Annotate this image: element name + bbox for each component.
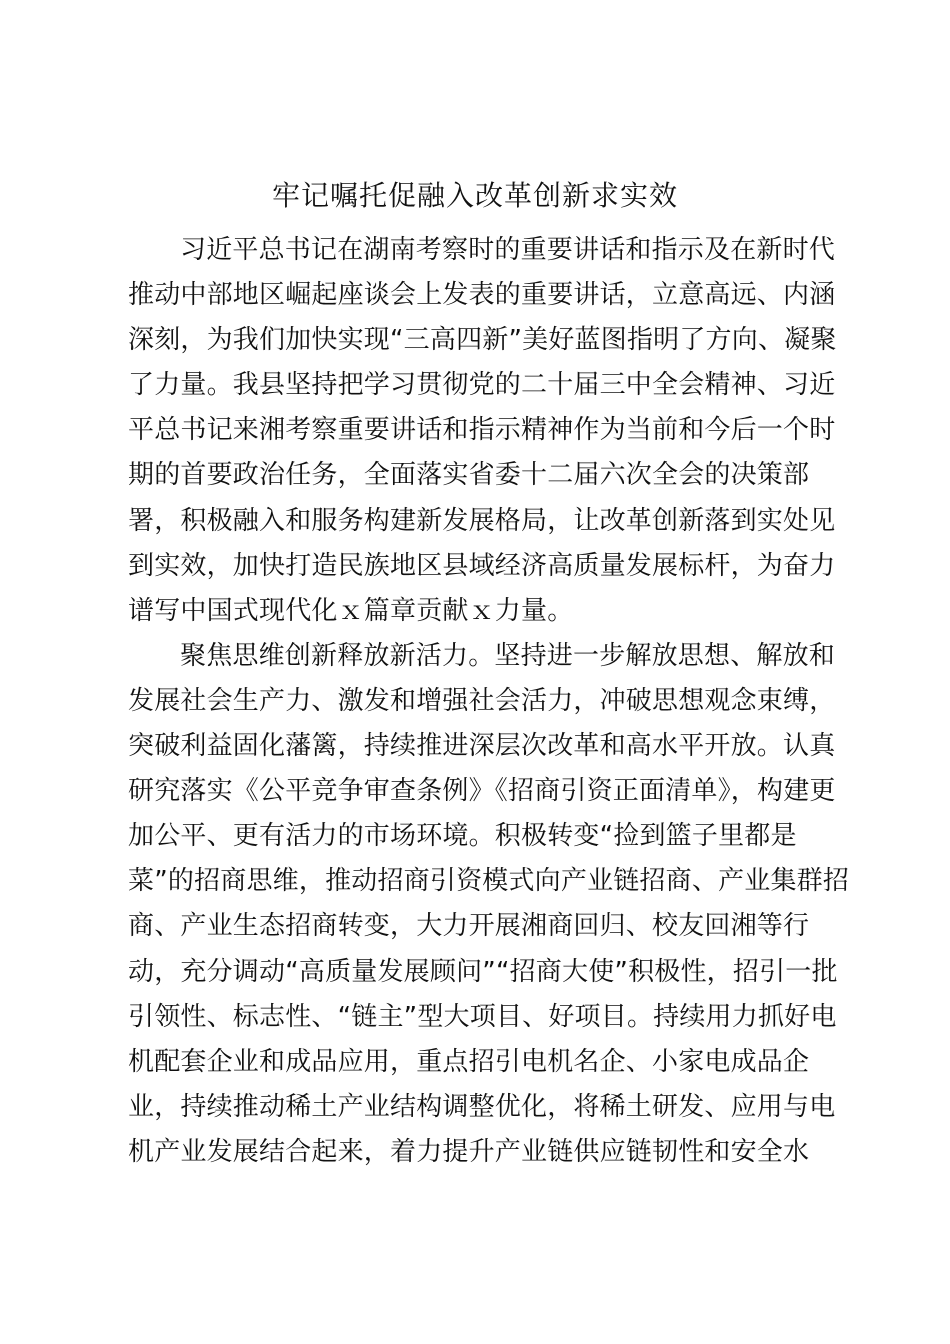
paragraph-line: 了力量。我县坚持把学习贯彻党的二十届三中全会精神、习近 (128, 370, 836, 401)
paragraph-line: 聚焦思维创新释放新活力。坚持进一步解放思想、解放和 (180, 640, 836, 671)
paragraph-line: 习近平总书记在湖南考察时的重要讲话和指示及在新时代 (180, 235, 836, 265)
paragraph-line: 机产业发展结合起来，着力提升产业链供应链韧性和安全水 (128, 1136, 810, 1167)
paragraph-line: 深刻，为我们加快实现“三高四新”美好蓝图指明了方向、凝聚 (128, 325, 837, 356)
paragraph-line: 推动中部地区崛起座谈会上发表的重要讲话，立意高远、内涵 (128, 280, 836, 311)
document-title: 牢记嘱托促融入改革创新求实效 (271, 179, 678, 212)
paragraph-line: 期的首要政治任务，全面落实省委十二届六次全会的决策部 (128, 460, 810, 491)
paragraph-line: 菜”的招商思维，推动招商引资模式向产业链招商、产业集群招 (128, 866, 850, 897)
paragraph-line: 到实效，加快打造民族地区县域经济高质量发展标杆，为奋力 (128, 550, 836, 581)
paragraph-line: 研究落实《公平竞争审查条例》《招商引资正面清单》，构建更 (128, 776, 836, 807)
document-body (128, 228, 850, 1175)
paragraph-line: 突破利益固化藩篱，持续推进深层次改革和高水平开放。认真 (128, 731, 836, 762)
paragraph-line: 谱写中国式现代化ｘ篇章贡献ｘ力量。 (128, 595, 574, 626)
paragraph-line: 加公平、更有活力的市场环境。积极转变“捡到篮子里都是 (128, 821, 797, 852)
paragraph-line: 发展社会生产力、激发和增强社会活力，冲破思想观念束缚， (128, 685, 836, 716)
paragraph-line: 机配套企业和成品应用，重点招引电机名企、小家电成品企 (128, 1046, 810, 1077)
paragraph-line: 平总书记来湘考察重要讲话和指示精神作为当前和今后一个时 (128, 415, 836, 446)
paragraph-line: 业，持续推动稀土产业结构调整优化，将稀土研发、应用与电 (128, 1091, 836, 1122)
paragraph-line: 商、产业生态招商转变，大力开展湘商回归、校友回湘等行 (128, 911, 810, 942)
paragraph-line: 署，积极融入和服务构建新发展格局，让改革创新落到实处见 (128, 505, 836, 536)
paragraph-line: 引领性、标志性、“链主”型大项目、好项目。持续用力抓好电 (128, 1001, 837, 1032)
paragraph-line: 动，充分调动“高质量发展顾问”“招商大使”积极性，招引一批 (128, 956, 838, 987)
